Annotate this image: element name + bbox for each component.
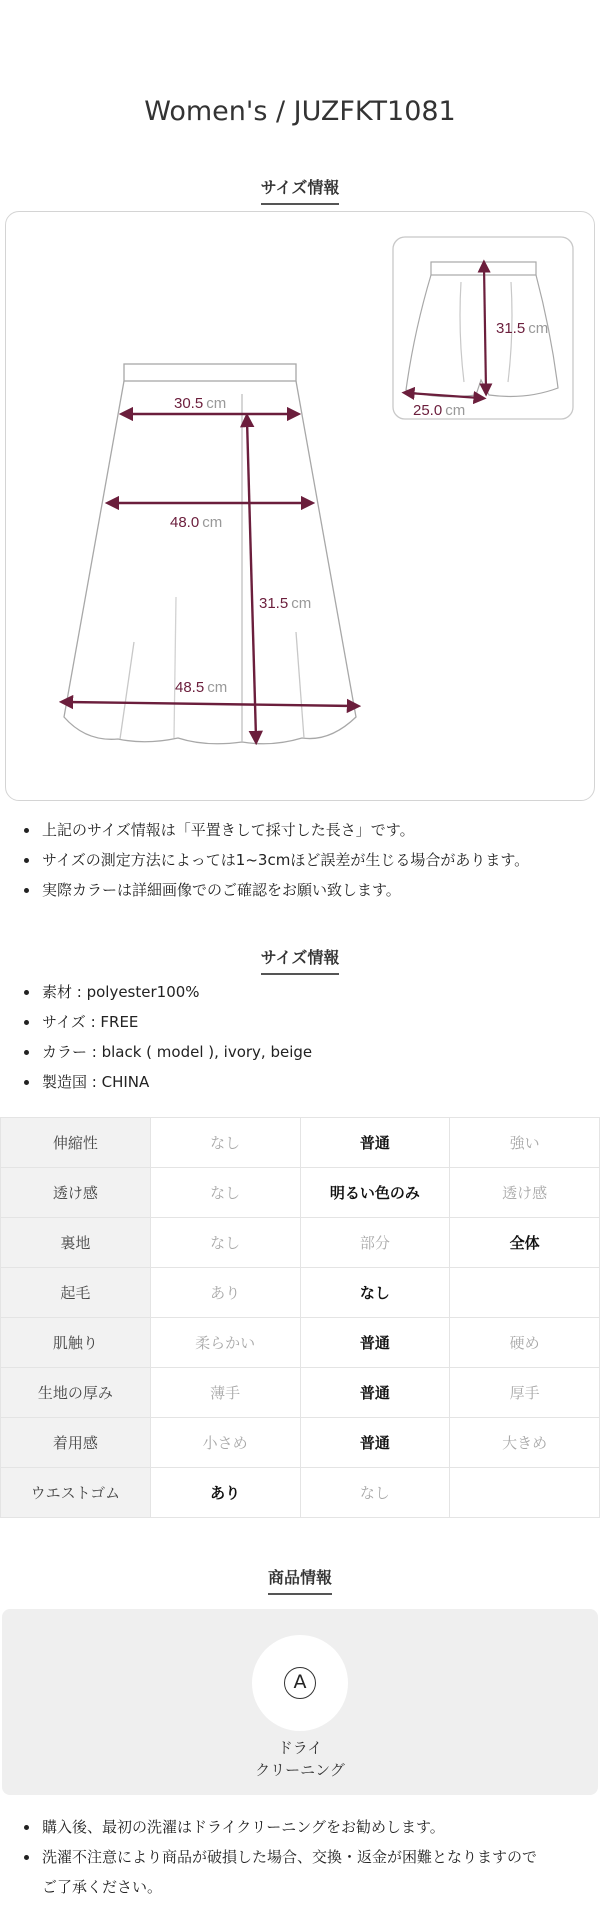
list-item-continuation: ご了承ください。 (42, 1878, 163, 1896)
attribute-option: 普通 (300, 1318, 450, 1368)
list-item: 素材 : polyester100% (22, 977, 582, 1007)
table-row (1, 1468, 600, 1518)
inset-length-label: 31.5 cm (496, 320, 549, 337)
product-notes-list (22, 1812, 582, 1902)
attribute-option: 厚手 (450, 1368, 600, 1418)
attribute-table (0, 1117, 600, 1518)
size-notes-list (22, 815, 582, 905)
list-item: 上記のサイズ情報は「平置きして採寸した長さ」です。 (22, 815, 582, 845)
attribute-option: 部分 (300, 1218, 450, 1268)
attribute-option: なし (300, 1468, 450, 1518)
list-item: 洗濯不注意により商品が破損した場合、交換・返金が困難となりますので (22, 1842, 582, 1872)
attribute-option: 普通 (300, 1118, 450, 1168)
table-row (1, 1218, 600, 1268)
attribute-option: 透け感 (450, 1168, 600, 1218)
care-label-line2: クリーニング (255, 1761, 345, 1779)
attribute-option: なし (300, 1268, 450, 1318)
size-info-heading (0, 175, 600, 205)
attribute-option: 強い (450, 1118, 600, 1168)
attribute-option: なし (150, 1218, 300, 1268)
care-label (2, 1737, 598, 1781)
list-item: 製造国 : CHINA (22, 1067, 582, 1097)
attribute-label: 伸縮性 (1, 1118, 151, 1168)
list-item: 購入後、最初の洗濯はドライクリーニングをお勧めします。 (22, 1812, 582, 1842)
attribute-label: 生地の厚み (1, 1368, 151, 1418)
attribute-option: 薄手 (150, 1368, 300, 1418)
attribute-option (450, 1468, 600, 1518)
attribute-option: 硬め (450, 1318, 600, 1368)
attribute-label: 着用感 (1, 1418, 151, 1468)
attribute-option: 柔らかい (150, 1318, 300, 1368)
attribute-option: 普通 (300, 1418, 450, 1468)
attribute-option: なし (150, 1118, 300, 1168)
waist-label: 30.5 cm (174, 395, 227, 412)
list-item: 実際カラーは詳細画像でのご確認をお願い致します。 (22, 875, 582, 905)
attribute-label: ウエストゴム (1, 1468, 151, 1518)
length-label: 31.5 cm (259, 595, 312, 612)
size-info-heading-text: サイズ情報 (261, 175, 340, 205)
hem-measure-line (66, 702, 354, 706)
attribute-option: なし (150, 1168, 300, 1218)
list-item: サイズの測定方法によっては1~3cmほど誤差が生じる場合があります。 (22, 845, 582, 875)
table-row (1, 1168, 600, 1218)
attribute-option: 全体 (450, 1218, 600, 1268)
table-row (1, 1318, 600, 1368)
care-label-line1: ドライ (277, 1739, 323, 1757)
length-measure-line (247, 420, 256, 738)
spec-heading-text: サイズ情報 (261, 945, 340, 975)
attribute-option (450, 1268, 600, 1318)
table-row (1, 1118, 600, 1168)
attribute-label: 透け感 (1, 1168, 151, 1218)
product-info-heading (0, 1565, 600, 1595)
attribute-option: 小さめ (150, 1418, 300, 1468)
attribute-label: 起毛 (1, 1268, 151, 1318)
care-icon-circle (252, 1635, 348, 1731)
attribute-label: 裏地 (1, 1218, 151, 1268)
hip-label: 48.0 cm (170, 514, 223, 531)
hem-label: 48.5 cm (175, 679, 228, 696)
skirt-diagram-svg (6, 212, 596, 802)
page-title: Women's / JUZFKT1081 (144, 96, 456, 127)
size-diagram (5, 211, 595, 801)
spec-heading (0, 945, 600, 975)
attribute-option: あり (150, 1468, 300, 1518)
care-instructions-box (2, 1609, 598, 1795)
attribute-option: あり (150, 1268, 300, 1318)
attribute-option: 普通 (300, 1368, 450, 1418)
spec-items-list (22, 977, 582, 1097)
table-row (1, 1368, 600, 1418)
attribute-option: 大きめ (450, 1418, 600, 1468)
list-item: サイズ : FREE (22, 1007, 582, 1037)
table-row (1, 1418, 600, 1468)
list-item: カラー : black ( model ), ivory, beige (22, 1037, 582, 1067)
product-info-heading-text: 商品情報 (268, 1565, 332, 1595)
inset-leg-label: 25.0 cm (413, 402, 466, 419)
attribute-label: 肌触り (1, 1318, 151, 1368)
dry-clean-icon: A (284, 1667, 316, 1699)
attribute-option: 明るい色のみ (300, 1168, 450, 1218)
table-row (1, 1268, 600, 1318)
